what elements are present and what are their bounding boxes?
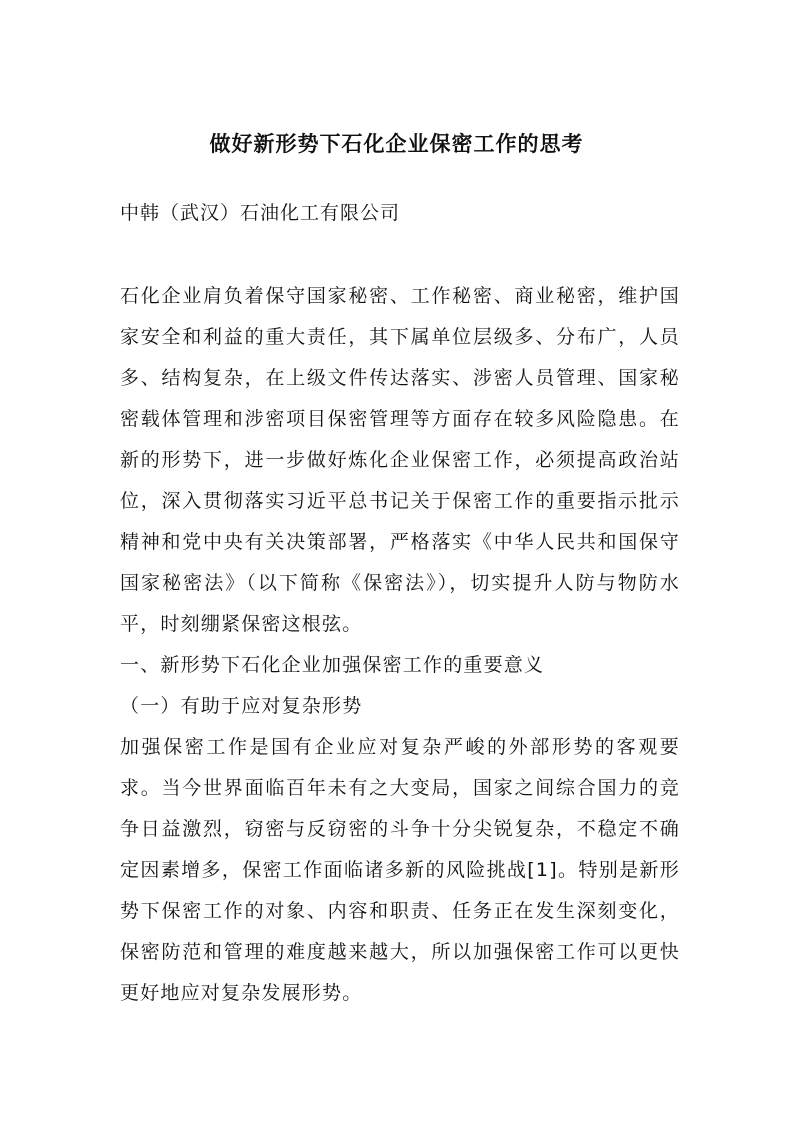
subsection-heading: （一）有助于应对复杂形势 <box>120 695 363 717</box>
document-body <box>120 276 680 1014</box>
body-paragraph: 加强保密工作是国有企业应对复杂严峻的外部形势的客观要求。当今世界面临百年未有之大变局，国家之间综合国力的竞争日益激烈，窃密与反窃密的斗争十分尖锐复杂，不稳定不确定因素增多，保密工作面临诸多新的风险挑战[1]。特别是新形势下保密工作的对象、内容和职责、任务正在发生深刻变化， 保密防范和管理的难度越来越大，所以加强保密工作可以更快更好地应对复杂发展形势。 <box>120 736 680 1004</box>
section-heading: 一、新形势下石化企业加强保密工作的重要意义 <box>120 654 545 676</box>
document-author: 中韩（武汉）石油化工有限公司 <box>120 202 401 224</box>
document-title: 做好新形势下石化企业保密工作的思考 <box>209 132 584 156</box>
body-paragraph: 石化企业肩负着保守国家秘密、工作秘密、商业秘密，维护国家安全和利益的重大责任，其下属单位层级多、分布广，人员多、结构复杂，在上级文件传达落实、涉密人员管理、国家秘密载体管理和涉密项目保密管理等方面存在较多风险隐患。在新的形势下，进一步做好炼化企业保密工作，必须提高政治站位，深入贯彻落实习近平总书记关于保密工作的重要指示批示精神和党中央有关决策部署，严格落实《中华人民共和国保守国家秘密法》（以下简称《保密法》），切实提升人防与物防水平，时刻绷紧保密这根弦。 <box>120 285 680 635</box>
